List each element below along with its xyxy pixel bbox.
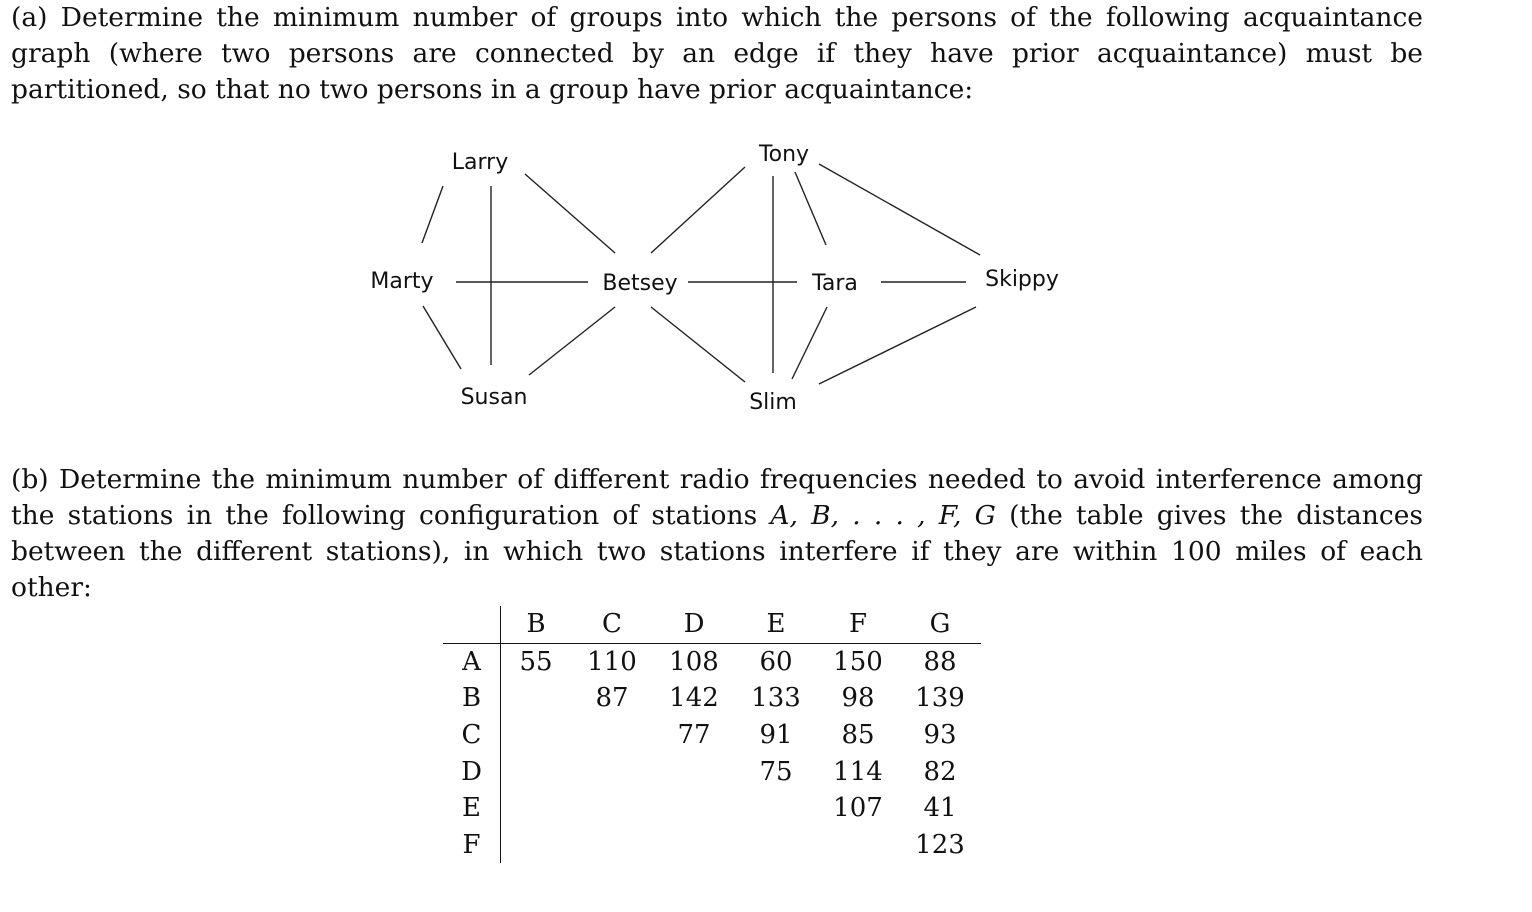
table-cell xyxy=(501,717,572,754)
part-a-question: (a) Determine the minimum number of groups into which the persons of the following acquaintance graph (where two persons are connected by an edge if they have prior acquaintance) must be partitioned, so that no two persons in a group have prior acquaintance: xyxy=(11,2,1423,105)
table-cell xyxy=(501,680,572,717)
row-header: C xyxy=(443,717,501,754)
table-cell: 108 xyxy=(669,646,719,677)
graph-node-tara: Tara xyxy=(812,271,858,296)
table-cell xyxy=(653,790,735,827)
row-header: A xyxy=(443,643,501,680)
graph-labels xyxy=(370,142,1058,415)
table-cell: 142 xyxy=(669,683,719,714)
col-header: E xyxy=(735,606,817,643)
table-row xyxy=(443,680,981,717)
table-cell xyxy=(571,717,653,754)
graph-node-larry: Larry xyxy=(451,150,509,175)
col-header: C xyxy=(571,606,653,643)
table-cell xyxy=(571,827,653,864)
part-b-text-post: (the table gives the distances between the different stations), in which two stations interfere if they are within 100 miles of each other: xyxy=(11,500,1423,603)
col-header: B xyxy=(501,606,572,643)
table-cell xyxy=(653,827,735,864)
graph-edge-larry-betsey xyxy=(525,174,615,253)
graph-edge-tony-tara xyxy=(795,172,826,245)
table-cell: 85 xyxy=(841,720,875,751)
graph-edge-tara-slim xyxy=(792,307,827,379)
distance-table xyxy=(443,606,981,863)
table-row xyxy=(443,827,981,864)
row-header: E xyxy=(443,790,501,827)
table-cell: 55 xyxy=(519,646,553,677)
table-cell xyxy=(735,827,817,864)
col-header: G xyxy=(899,606,981,643)
graph-edge-betsey-slim xyxy=(651,307,745,382)
graph-node-tony: Tony xyxy=(758,142,810,167)
table-cell: 150 xyxy=(833,646,883,677)
graph-node-susan: Susan xyxy=(460,385,528,410)
table-cell: 107 xyxy=(833,793,883,824)
table-cell: 139 xyxy=(915,683,965,714)
table-cell xyxy=(571,790,653,827)
table-cell xyxy=(501,827,572,864)
table-cell xyxy=(735,790,817,827)
graph-edge-marty-susan xyxy=(423,306,461,369)
table-row xyxy=(443,790,981,827)
table-cell: 60 xyxy=(759,646,793,677)
row-header: D xyxy=(443,753,501,790)
table-row xyxy=(443,643,981,680)
part-b-math: A, B, . . . , F, G xyxy=(770,500,996,531)
part-b-text-pre: (b) Determine the minimum number of different radio frequencies needed to avoid interference among the stations in the following configuration of stations xyxy=(11,464,1423,531)
table-cell xyxy=(501,790,572,827)
col-header: F xyxy=(817,606,899,643)
table-cell xyxy=(501,753,572,790)
table-cell: 77 xyxy=(677,720,711,751)
table-cell: 75 xyxy=(759,756,793,787)
graph-node-skippy: Skippy xyxy=(985,267,1059,292)
table-cell: 114 xyxy=(833,756,883,787)
table-cell: 87 xyxy=(595,683,629,714)
table-cell: 123 xyxy=(915,829,965,860)
table-cell: 91 xyxy=(759,720,793,751)
table-cell: 133 xyxy=(751,683,801,714)
table-row xyxy=(443,717,981,754)
table-cell: 98 xyxy=(841,683,875,714)
table-cell: 110 xyxy=(587,646,637,677)
graph-node-marty: Marty xyxy=(370,269,434,294)
graph-node-slim: Slim xyxy=(749,390,797,415)
table-cell xyxy=(653,753,735,790)
graph-edge-skippy-slim xyxy=(819,307,976,384)
row-header: B xyxy=(443,680,501,717)
graph-edge-betsey-susan xyxy=(529,307,615,375)
table-cell: 41 xyxy=(923,793,957,824)
table-corner xyxy=(443,606,501,643)
table-cell xyxy=(571,753,653,790)
table-cell xyxy=(817,827,899,864)
table-cell: 93 xyxy=(923,720,957,751)
graph-edge-tony-betsey xyxy=(651,167,745,253)
graph-node-betsey: Betsey xyxy=(602,271,678,296)
table-cell: 88 xyxy=(923,646,957,677)
graph-edge-larry-marty xyxy=(422,186,443,243)
graph-edge-tony-skippy xyxy=(819,164,980,255)
graph-edges xyxy=(422,164,980,384)
row-header: F xyxy=(443,827,501,864)
col-header: D xyxy=(653,606,735,643)
table-cell: 82 xyxy=(923,756,957,787)
table-row xyxy=(443,753,981,790)
table-header-row xyxy=(443,606,981,643)
part-b-question xyxy=(11,462,1423,606)
